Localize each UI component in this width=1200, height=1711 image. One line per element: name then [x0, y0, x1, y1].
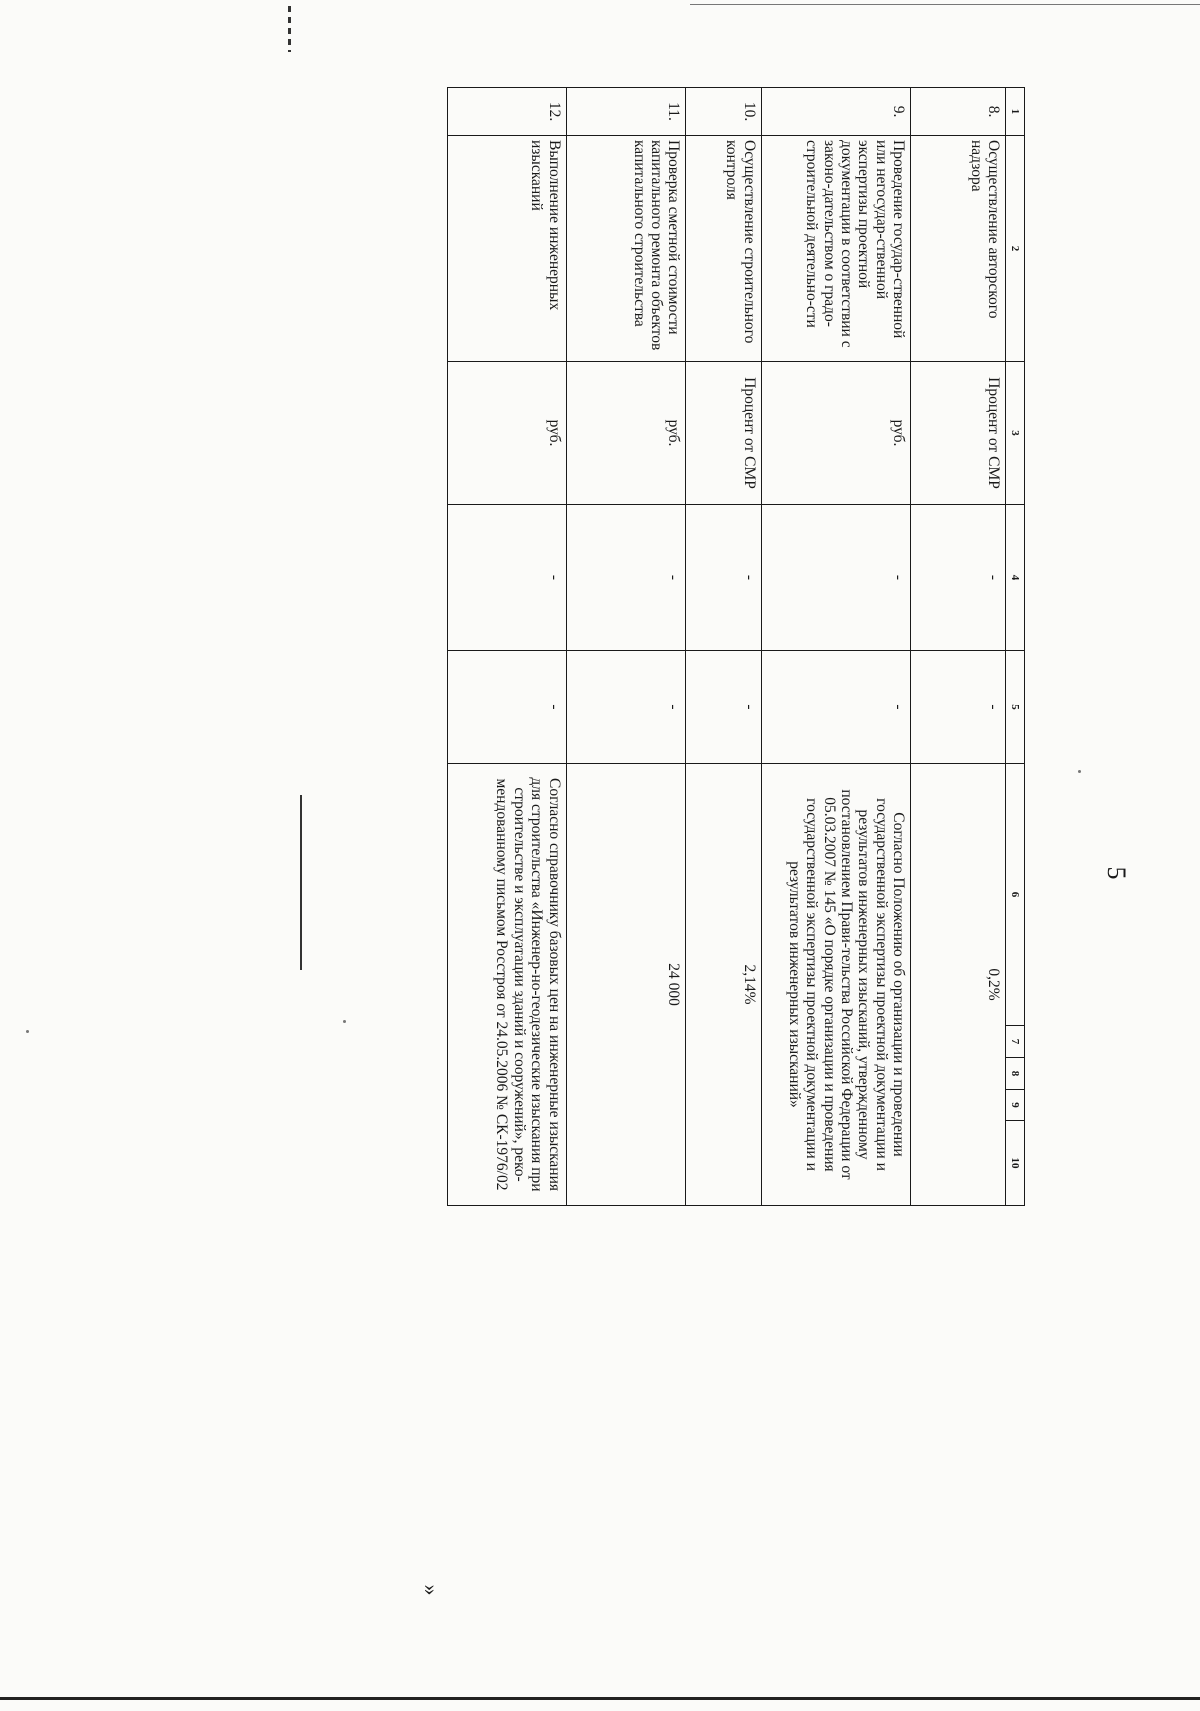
closing-quote-mark: »: [419, 1584, 444, 1596]
column-number: 7: [1006, 1026, 1025, 1058]
row-number: 12.: [448, 88, 567, 136]
table-row: [911, 88, 1006, 1206]
rate-basis-text: Согласно Положению об организации и проведении государственной экспертизы проектной документации и результатов инженерных изысканий, утвержденному постановлением Прави-тельства Российской Федерации от 05.03.2007 № 145 «О порядке организации и проведения государственной экспертизы проектной документации и результатов инженерных изысканий»: [761, 764, 910, 1206]
column-number: 3: [1006, 362, 1025, 505]
column-number: 6: [1006, 764, 1025, 1026]
column-5-cell: -: [566, 651, 686, 764]
service-name: Проверка сметной стоимости капитального ремонта объектов капитального строительства: [566, 136, 686, 362]
table-row: [448, 88, 567, 1206]
column-4-cell: -: [566, 505, 686, 651]
row-number: 9.: [761, 88, 910, 136]
column-4-cell: -: [761, 505, 910, 651]
column-number: 9: [1006, 1090, 1025, 1121]
unit-cell: руб.: [566, 362, 686, 505]
rate-basis-text: Согласно справочнику базовых цен на инженерные изыскания для строительства «Инженер-но-геодезические изыскания при строительстве и эксплуатации зданий и сооружений», реко-мендованному письмом Росстроя от 24.05.2006 № СК-1976/02: [448, 764, 567, 1206]
rates-table-rotated: [447, 87, 1025, 1205]
scan-speck: [1078, 770, 1081, 773]
scan-edge-line-top: [690, 4, 1200, 5]
scan-edge-line-bottom: [0, 1697, 1200, 1700]
unit-cell: Процент от СМР: [911, 362, 1006, 505]
column-4-cell: -: [448, 505, 567, 651]
column-number: 4: [1006, 505, 1025, 651]
rate-value: 0,2%: [911, 764, 1006, 1206]
scan-speck: [26, 1030, 29, 1033]
table-row: [761, 88, 910, 1206]
unit-cell: руб.: [761, 362, 910, 505]
service-name: Выполнение инженерных изысканий: [448, 136, 567, 362]
binder-hole-marks: [288, 6, 291, 52]
column-5-cell: -: [911, 651, 1006, 764]
scan-speck: [343, 1020, 346, 1023]
row-number: 11.: [566, 88, 686, 136]
page-number: 5: [1102, 866, 1131, 880]
rates-table: [447, 87, 1025, 1206]
column-number: 8: [1006, 1058, 1025, 1090]
column-5-cell: -: [761, 651, 910, 764]
rate-value: 24 000: [566, 764, 686, 1206]
table-row: [686, 88, 762, 1206]
column-number: 5: [1006, 651, 1025, 764]
row-number: 8.: [911, 88, 1006, 136]
column-4-cell: -: [911, 505, 1006, 651]
service-name: Осуществление авторского надзора: [911, 136, 1006, 362]
service-name: Осуществление строительного контроля: [686, 136, 762, 362]
row-number: 10.: [686, 88, 762, 136]
column-number-row: [1006, 88, 1025, 1206]
margin-line: [300, 795, 302, 970]
column-number: 1: [1006, 88, 1025, 136]
rate-value: 2,14%: [686, 764, 762, 1206]
unit-cell: руб.: [448, 362, 567, 505]
column-4-cell: -: [686, 505, 762, 651]
service-name: Проведение государ-ственной или негосудар-ственной экспертизы проектной документации в соответствии с законо-дательством о градо-строительной деятельно-сти: [761, 136, 910, 362]
table-row: [566, 88, 686, 1206]
unit-cell: Процент от СМР: [686, 362, 762, 505]
column-number: 10: [1006, 1121, 1025, 1206]
column-number: 2: [1006, 136, 1025, 362]
column-5-cell: -: [448, 651, 567, 764]
column-5-cell: -: [686, 651, 762, 764]
